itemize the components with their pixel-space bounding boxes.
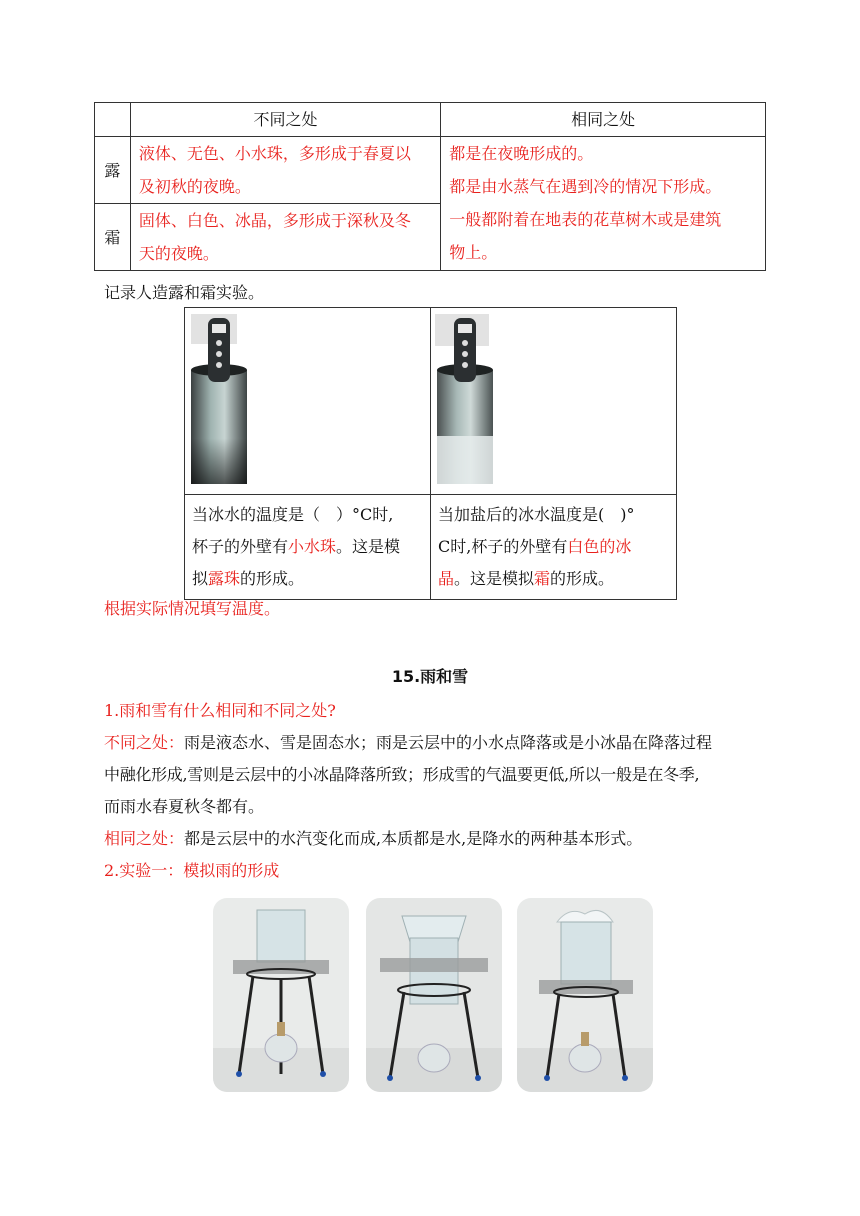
dew-difference-line: 及初秋的夜晚。 [138, 177, 251, 196]
similarity-label: 相同之处： [104, 829, 185, 848]
beaker-stand-photo [213, 898, 349, 1092]
frost-text-plain: 。这是模拟 [454, 569, 535, 588]
similarity-text: 都是云层中的水汽变化而成,本质都是水,是降水的两种基本形式。 [184, 829, 643, 848]
similarity-line: 都是由水蒸气在遇到冷的情况下形成。 [449, 177, 722, 196]
dew-difference-cell [130, 137, 440, 204]
experiment-image-row [185, 308, 677, 495]
experiment-note: 根据实际情况填写温度。 [104, 599, 281, 618]
frost-difference-line: 固体、白色、冰晶，多形成于深秋及冬 [138, 211, 411, 230]
frost-text-plain: 的形成。 [550, 569, 615, 588]
row-dew [95, 137, 766, 204]
experiment-caption: 记录人造露和霜实验。 [104, 283, 265, 302]
dew-text-line2 [192, 531, 423, 563]
difference-line: 中融化形成,雪则是云层中的小冰晶降落所致；形成雪的气温要更低,所以一般是在冬季, [104, 765, 700, 784]
header-blank-cell [95, 103, 131, 137]
thermometer-cup-illustration [185, 308, 430, 490]
dew-experiment-text [185, 495, 431, 600]
comparison-table [94, 102, 766, 271]
difference-line [104, 727, 764, 759]
frost-experiment-text [431, 495, 677, 600]
rain-experiment-photo [366, 898, 502, 1092]
frost-text-line2 [438, 531, 669, 563]
difference-text: 雨是液态水、雪是固态水；雨是云层中的小水点降落或是小冰晶在降落过程 [184, 733, 713, 752]
frost-difference-line: 天的夜晚。 [138, 244, 219, 263]
difference-label: 不同之处： [104, 733, 185, 752]
difference-line: 而雨水春夏秋冬都有。 [104, 797, 265, 816]
row-label-frost: 霜 [95, 204, 131, 271]
dew-text-answer: 露珠 [208, 569, 241, 588]
frost-text-answer: 晶 [438, 569, 455, 588]
section-title: 15.雨和雪 [391, 667, 469, 686]
question-1: 1.雨和雪有什么相同和不同之处? [104, 701, 336, 720]
header-similarities: 相同之处 [441, 103, 766, 137]
dew-text-plain: 杯子的外壁有 [192, 537, 289, 556]
dew-text-answer: 小水珠 [288, 537, 337, 556]
similarity-line: 物上。 [449, 243, 498, 262]
difference-paragraph [104, 727, 764, 823]
frost-text-answer: 白色的冰 [567, 537, 632, 556]
beaker-stand-photo [366, 898, 502, 1092]
frost-difference-cell [130, 204, 440, 271]
dew-difference-line: 液体、无色、小水珠，多形成于春夏以 [138, 144, 411, 163]
beaker-stand-photo [517, 898, 653, 1092]
dew-text-plain: 的形成。 [240, 569, 305, 588]
similarity-line: 都是在夜晚形成的。 [449, 144, 594, 163]
similarity-paragraph [104, 823, 764, 855]
frost-text-line1: 当加盐后的冰水温度是( )° [438, 505, 635, 524]
frost-text-line3 [438, 563, 669, 595]
frost-text-answer: 霜 [534, 569, 551, 588]
similarity-line: 一般都附着在地表的花草树木或是建筑 [449, 210, 722, 229]
similarity-cell [441, 137, 766, 271]
dew-cup-image [185, 308, 431, 495]
dew-text-line3 [192, 563, 423, 595]
dew-text-line1: 当冰水的温度是（ ）°C时, [192, 505, 394, 524]
frost-text-plain: C时,杯子的外壁有 [438, 537, 568, 556]
rain-experiment-photo [517, 898, 653, 1092]
dew-text-plain: 。这是模 [336, 537, 401, 556]
header-differences: 不同之处 [130, 103, 440, 137]
row-label-dew: 露 [95, 137, 131, 204]
dew-text-plain: 拟 [192, 569, 209, 588]
frost-cup-image [431, 308, 677, 495]
experiment-text-row [185, 495, 677, 600]
question-2: 2.实验一：模拟雨的形成 [104, 861, 280, 880]
experiment-table [184, 307, 677, 600]
comparison-header-row [95, 103, 766, 137]
rain-experiment-photo [213, 898, 349, 1092]
thermometer-cup-illustration [431, 308, 676, 490]
